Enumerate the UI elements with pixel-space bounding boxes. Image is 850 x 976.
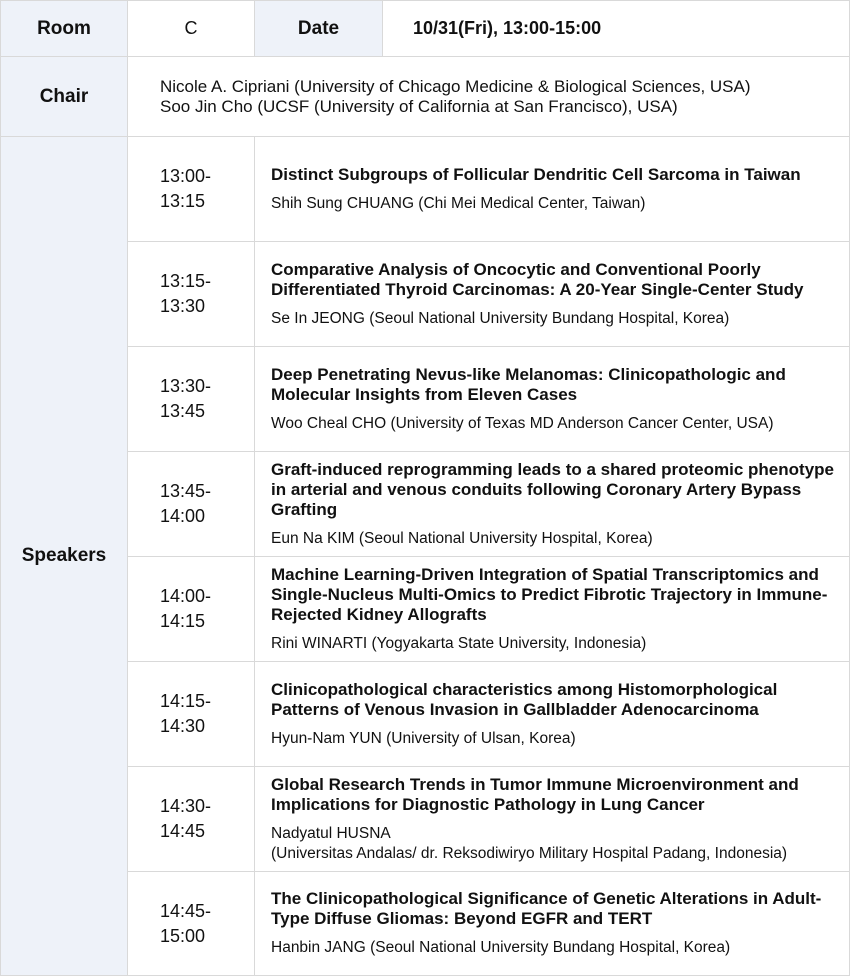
talk-row [1, 557, 850, 662]
time-end: 13:15 [160, 191, 206, 211]
talk-info [255, 242, 850, 347]
talk-speaker: Woo Cheal CHO (University of Texas MD Anderson Cancer Center, USA) [271, 414, 774, 432]
talk-info [255, 137, 850, 242]
date-label: Date [255, 1, 383, 57]
room-value: C [128, 1, 255, 57]
header-row [1, 1, 850, 57]
talk-row [1, 347, 850, 452]
time-start: 14:30- [160, 796, 212, 816]
time-start: 13:00- [160, 166, 212, 186]
talk-time [128, 452, 255, 557]
chair-label: Chair [1, 57, 128, 137]
time-start: 13:15- [160, 271, 212, 291]
talk-info [255, 662, 850, 767]
time-end: 14:45 [160, 821, 206, 841]
talk-info [255, 347, 850, 452]
talk-time [128, 662, 255, 767]
talk-row [1, 452, 850, 557]
talk-time [128, 557, 255, 662]
talk-speaker: Hyun-Nam YUN (University of Ulsan, Korea) [271, 729, 576, 747]
talk-title: Comparative Analysis of Oncocytic and Conventional Poorly Differentiated Thyroid Carcinomas: A 20-Year Single-Center Study [271, 259, 804, 299]
talk-speaker: Shih Sung CHUANG (Chi Mei Medical Center, Taiwan) [271, 194, 646, 212]
talk-speaker: Hanbin JANG (Seoul National University Bundang Hospital, Korea) [271, 939, 731, 956]
speakers-label: Speakers [1, 137, 128, 976]
talk-title: Distinct Subgroups of Follicular Dendritic Cell Sarcoma in Taiwan [271, 164, 801, 184]
room-label: Room [1, 1, 128, 57]
talk-info [255, 452, 850, 557]
chair-names [128, 57, 850, 137]
talk-speaker-name: Nadyatul HUSNA [271, 824, 391, 842]
talk-speaker [271, 824, 843, 864]
talk-row [1, 242, 850, 347]
talk-title: Machine Learning-Driven Integration of Spatial Transcriptomics and Single-Nucleus Multi-Omics to Predict Fibrotic Trajectory in Immune-Rejected Kidney Allografts [271, 564, 828, 624]
time-end: 14:30 [160, 716, 206, 736]
time-start: 14:15- [160, 691, 212, 711]
talk-title: Global Research Trends in Tumor Immune Microenvironment and Implications for Diagnostic Pathology in Lung Cancer [271, 774, 799, 814]
time-end: 15:00 [160, 925, 206, 946]
talk-row [1, 767, 850, 872]
talk-speaker-affiliation: (Universitas Andalas/ dr. Reksodiwiryo Military Hospital Padang, Indonesia) [271, 844, 788, 862]
time-end: 13:30 [160, 296, 206, 316]
talk-title: Deep Penetrating Nevus-like Melanomas: Clinicopathologic and Molecular Insights from Eleven Cases [271, 364, 786, 404]
talk-time [128, 137, 255, 242]
talk-title: The Clinicopathological Significance of Genetic Alterations in Adult-Type Diffuse Gliomas: Beyond EGFR and TERT [271, 889, 822, 928]
talk-time [128, 767, 255, 872]
talk-title: Clinicopathological characteristics among Histomorphological Patterns of Venous Invasion in Gallbladder Adenocarcinoma [271, 679, 778, 719]
talk-row [1, 137, 850, 242]
talk-time [128, 872, 255, 976]
talk-time [128, 347, 255, 452]
talk-title: Graft-induced reprogramming leads to a shared proteomic phenotype in arterial and venous conduits following Coronary Artery Bypass Grafting [271, 459, 834, 519]
time-start: 14:45- [160, 900, 212, 921]
talk-time [128, 242, 255, 347]
talk-speaker: Eun Na KIM (Seoul National University Hospital, Korea) [271, 529, 653, 547]
talk-info [255, 557, 850, 662]
talk-row [1, 872, 850, 976]
date-value: 10/31(Fri), 13:00-15:00 [383, 1, 850, 57]
talk-speaker: Se In JEONG (Seoul National University Bundang Hospital, Korea) [271, 309, 730, 327]
time-start: 14:00- [160, 586, 212, 606]
talk-info [255, 767, 850, 872]
time-end: 14:15 [160, 611, 206, 631]
talk-speaker: Rini WINARTI (Yogyakarta State University, Indonesia) [271, 634, 647, 652]
chair-row [1, 57, 850, 137]
talk-info [255, 872, 850, 976]
time-end: 13:45 [160, 401, 206, 421]
talk-row [1, 662, 850, 767]
chair-line-1: Nicole A. Cipriani (University of Chicago Medicine & Biological Sciences, USA) [160, 76, 751, 96]
time-start: 13:30- [160, 376, 212, 396]
time-end: 14:00 [160, 506, 206, 526]
chair-line-2: Soo Jin Cho (UCSF (University of California at San Francisco), USA) [160, 96, 678, 116]
time-start: 13:45- [160, 481, 212, 501]
